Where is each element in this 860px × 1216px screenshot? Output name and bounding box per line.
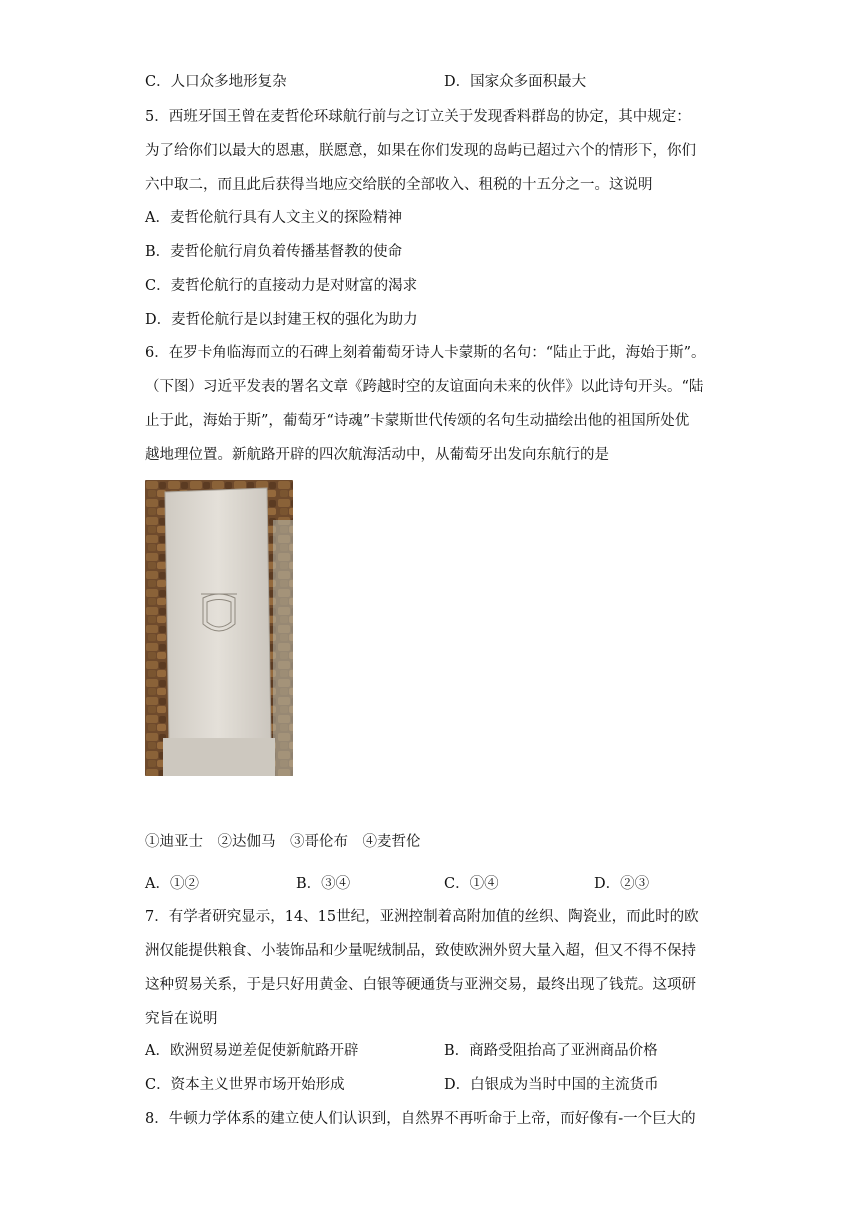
- q6-option-d: D．②③: [594, 876, 650, 892]
- q5-option-a: A．麦哲伦航行具有人文主义的探险精神: [145, 210, 402, 226]
- q7-option-d: D．白银成为当时中国的主流货币: [444, 1077, 659, 1093]
- q6-stem-line-2: （下图）习近平发表的署名文章《跨越时空的友谊面向未来的伙伴》以此诗句开头。“陆: [145, 379, 704, 395]
- cabo-da-roca-monument-photo: [145, 480, 293, 776]
- q6-option-b: B．③④: [296, 876, 351, 892]
- q7-option-a: A．欧洲贸易逆差促使新航路开辟: [145, 1043, 359, 1059]
- q5-option-b: B．麦哲伦航行肩负着传播基督教的使命: [145, 244, 403, 260]
- q6-stem-line-4: 越地理位置。新航路开辟的四次航海活动中，从葡萄牙出发向东航行的是: [145, 447, 609, 463]
- q8-stem-line-1: 8．牛顿力学体系的建立使人们认识到，自然界不再听命于上帝，而好像有-一个巨大的: [145, 1111, 696, 1127]
- q5-stem-line-3: 六中取二，而且此后获得当地应交给朕的全部收入、租税的十五分之一。这说明: [145, 177, 653, 193]
- q6-option-c: C．①④: [444, 876, 499, 892]
- q5-stem-line-1: 5．西班牙国王曾在麦哲伦环球航行前与之订立关于发现香料群岛的协定，其中规定：: [145, 109, 691, 125]
- q7-option-c: C．资本主义世界市场开始形成: [145, 1077, 345, 1093]
- q7-option-b: B．商路受阻抬高了亚洲商品价格: [444, 1043, 658, 1059]
- q6-stem-line-1: 6．在罗卡角临海而立的石碑上刻着葡萄牙诗人卡蒙斯的名句：“陆止于此，海始于斯”。: [145, 345, 706, 361]
- q4-option-c: C．人口众多地形复杂: [145, 74, 287, 90]
- q5-option-d: D．麦哲伦航行是以封建王权的强化为助力: [145, 312, 418, 328]
- q7-stem-line-3: 这种贸易关系，于是只好用黄金、白银等硬通货与亚洲交易，最终出现了钱荒。这项研: [145, 977, 696, 993]
- q5-option-c: C．麦哲伦航行的直接动力是对财富的渴求: [145, 278, 418, 294]
- q6-stem-line-3: 止于此，海始于斯”，葡萄牙“诗魂”卡蒙斯世代传颂的名句生动描绘出他的祖国所处优: [145, 413, 690, 429]
- q7-stem-line-4: 究旨在说明: [145, 1011, 218, 1027]
- q6-items: ①迪亚士 ②达伽马 ③哥伦布 ④麦哲伦: [145, 834, 421, 850]
- q7-stem-line-2: 洲仅能提供粮食、小装饰品和少量呢绒制品，致使欧洲外贸大量入超，但又不得不保持: [145, 943, 696, 959]
- q7-stem-line-1: 7．有学者研究显示，14、15世纪，亚洲控制着高附加值的丝织、陶瓷业，而此时的欧: [145, 909, 699, 925]
- q6-option-a: A．①②: [145, 876, 199, 892]
- q4-option-d: D．国家众多面积最大: [444, 74, 587, 90]
- q5-stem-line-2: 为了给你们以最大的恩惠，朕愿意，如果在你们发现的岛屿已超过六个的情形下，你们: [145, 143, 696, 159]
